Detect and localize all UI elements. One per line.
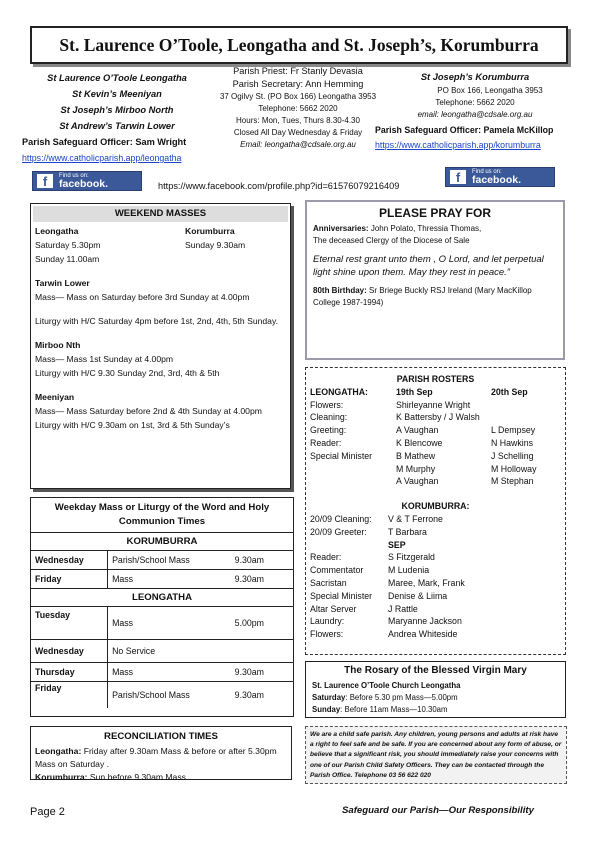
roster-row: A Vaughan M Stephan bbox=[396, 476, 534, 487]
church-name: St Laurence O’Toole Leongatha bbox=[47, 73, 187, 83]
korumburra-link[interactable]: https://www.catholicparish.app/korumburra bbox=[375, 140, 541, 150]
leongatha-label: LEONGATHA: bbox=[310, 386, 368, 397]
table-row: Friday Mass 9.30am bbox=[31, 570, 293, 589]
facebook-icon: f bbox=[450, 170, 466, 184]
roster-row: M Murphy M Holloway bbox=[396, 463, 537, 474]
table-row: Friday Parish/School Mass 9.30am bbox=[31, 682, 293, 708]
roster-row: Reader: K Blencowe N Hawkins bbox=[310, 437, 534, 448]
saturday-rosary: : Before 5.30 pm Mass—5.00pm bbox=[345, 693, 458, 702]
tarwin-mass: Mass— Mass on Saturday before 3rd Sunday at 4.00pm bbox=[35, 292, 250, 302]
parish-rosters bbox=[305, 367, 566, 655]
mirboo-mass: Mass— Mass 1st Sunday at 4.00pm bbox=[35, 354, 174, 364]
date-1: 19th Sep bbox=[396, 386, 433, 397]
roster-row: Altar Server J Rattle bbox=[310, 603, 418, 614]
roster-row: 20/09 Cleaning: V & T Ferrone bbox=[310, 513, 443, 524]
email: email: leongatha@cdsale.org.au bbox=[417, 110, 533, 119]
roster-row: Cleaning: K Battersby / J Walsh bbox=[310, 412, 480, 423]
mirboo-label: Mirboo Nth bbox=[35, 340, 81, 350]
roster-row: Special Minister B Mathew J Schelling bbox=[310, 450, 534, 461]
weekday-mass-table bbox=[30, 497, 294, 717]
roster-row: Sacristan Maree, Mark, Frank bbox=[310, 577, 465, 588]
meeniyan-liturgy: Liturgy with H/C 9.30am on 1st, 3rd & 5th Sunday’s bbox=[35, 420, 230, 430]
page-number: Page 2 bbox=[30, 806, 65, 818]
facebook-name: facebook. bbox=[472, 173, 522, 186]
parish-priest: Parish Priest: Fr Stanly Devasia bbox=[233, 66, 363, 76]
parish-secretary: Parish Secretary: Ann Hemming bbox=[232, 79, 364, 89]
roster-row: Special Minister Denise & Liima bbox=[310, 590, 448, 601]
facebook-name: facebook. bbox=[59, 177, 109, 190]
leongatha-times: Friday after 9.30am Mass & before or after 5.30pm Mass on Saturday . bbox=[35, 746, 277, 769]
facebook-icon: f bbox=[37, 174, 53, 188]
meeniyan-mass: Mass— Mass Saturday before 2nd & 4th Sunday at 4.00pm bbox=[35, 406, 262, 416]
anniversaries: John Polato, Thressia Thomas, bbox=[368, 224, 482, 233]
korumburra-label: KORUMBURRA: bbox=[401, 501, 470, 512]
roster-row: Greeting: A Vaughan L Dempsey bbox=[310, 425, 536, 436]
weekend-heading: WEEKEND MASSES bbox=[33, 206, 288, 222]
reconciliation-heading: RECONCILIATION TIMES bbox=[104, 731, 218, 742]
closed-days: Closed All Day Wednesday & Friday bbox=[233, 128, 363, 137]
table-row: Wednesday No Service bbox=[31, 640, 293, 663]
prayer: Eternal rest grant unto them , O Lord, and let perpetual light shine upon them. May they rest in peace.” bbox=[313, 254, 544, 278]
sep-label: SEP bbox=[388, 539, 406, 550]
deceased-clergy: The deceased Clergy of the Diocese of Sale bbox=[313, 236, 470, 245]
saturday-time: Saturday 5.30pm bbox=[35, 240, 101, 250]
leongatha-heading: LEONGATHA bbox=[31, 589, 293, 607]
hours: Hours: Mon, Tues, Thurs 8.30-4.30 bbox=[236, 116, 360, 125]
pray-heading: PLEASE PRAY FOR bbox=[378, 206, 492, 220]
sunday-time: Sunday 11.00am bbox=[35, 254, 100, 264]
child-safe-notice: We are a child safe parish. Any children, young persons and adults at risk have a right to feel safe and be safe. If you are concerned about any form of abuse, or believe that a significant risk, you should immediately raise your concerns with one of our Parish Child Safety Officers. They can be contacted through the Parish Office. Telephone 03 56 622 020 bbox=[305, 726, 567, 784]
parish-office-info bbox=[210, 65, 386, 151]
date-2: 20th Sep bbox=[491, 386, 528, 397]
rosary-church: St. Laurence O’Toole Church Leongatha bbox=[312, 681, 461, 690]
table-row: Tuesday Mass 5.00pm bbox=[31, 607, 293, 640]
po-box: PO Box 166, Leongatha 3953 bbox=[437, 86, 543, 95]
phone: Telephone: 5662 2020 bbox=[258, 104, 338, 113]
meeniyan-label: Meeniyan bbox=[35, 392, 75, 402]
korumburra-label: Korumburra bbox=[185, 226, 235, 236]
please-pray-for bbox=[305, 200, 565, 360]
rosters-heading: PARISH ROSTERS bbox=[396, 374, 475, 384]
leongatha-label: Leongatha bbox=[35, 226, 79, 236]
roster-row: Commentator M Ludenia bbox=[310, 565, 430, 576]
church-name: St Kevin’s Meeniyan bbox=[72, 89, 162, 99]
email: Email: leongatha@cdsale.org.au bbox=[240, 140, 356, 149]
anniversaries-label: Anniversaries: bbox=[313, 224, 369, 233]
table-row: Thursday Mass 9.30am bbox=[31, 663, 293, 682]
korumburra-time: Sunday 9.30am bbox=[185, 240, 246, 250]
sunday-rosary: : Before 11am Mass—10.30am bbox=[340, 705, 448, 714]
sunday-label: Sunday bbox=[312, 705, 341, 714]
facebook-url[interactable]: https://www.facebook.com/profile.php?id=61576079216409 bbox=[158, 181, 400, 191]
tarwin-liturgy: Liturgy with H/C Saturday 4pm before 1st, 2nd, 4th, 5th Sunday. bbox=[35, 316, 278, 326]
roster-row: Reader: S Fitzgerald bbox=[310, 552, 435, 563]
church-name: St Joseph’s Mirboo North bbox=[60, 105, 174, 115]
reconciliation-times bbox=[30, 726, 292, 780]
leongatha-label: Leongatha: bbox=[35, 746, 82, 756]
roster-row: Flowers: Shirleyanne Wright bbox=[310, 399, 471, 410]
phone: Telephone: 5662 2020 bbox=[435, 98, 515, 107]
saturday-label: Saturday bbox=[312, 693, 346, 702]
facebook-find-text: Find us on: bbox=[472, 168, 502, 175]
birthday: Sr Briege Buckly RSJ Ireland (Mary MacKillop College 1987-1994) bbox=[313, 286, 532, 307]
korumburra-times: Sun before 9.30am Mass bbox=[87, 772, 186, 782]
facebook-find-text: Find us on: bbox=[59, 172, 89, 179]
roster-row: Flowers: Andrea Whiteside bbox=[310, 629, 458, 640]
church-name: St Andrew’s Tarwin Lower bbox=[59, 121, 175, 131]
leongatha-link[interactable]: https://www.catholicparish.app/leongatha bbox=[22, 153, 182, 163]
roster-row: Laundry: Maryanne Jackson bbox=[310, 616, 462, 627]
korumburra-parish-info bbox=[375, 70, 575, 151]
facebook-button[interactable] bbox=[445, 167, 555, 187]
rosary-heading: The Rosary of the Blessed Virgin Mary bbox=[344, 665, 527, 676]
leongatha-parish-info bbox=[22, 70, 212, 166]
church-name: St Joseph’s Korumburra bbox=[420, 72, 530, 82]
korumburra-label: Korumburra: bbox=[35, 772, 88, 782]
table-row: Wednesday Parish/School Mass 9.30am bbox=[31, 551, 293, 570]
title-text: St. Laurence O’Toole, Leongatha and St. Joseph’s, Korumburra bbox=[59, 34, 539, 55]
roster-row: 20/09 Greeter: T Barbara bbox=[310, 526, 427, 537]
safeguard-officer: Parish Safeguard Officer: Sam Wright bbox=[22, 137, 187, 147]
facebook-button[interactable] bbox=[32, 171, 142, 191]
birthday-label: 80th Birthday: bbox=[313, 286, 367, 295]
footer-slogan: Safeguard our Parish—Our Responsibility bbox=[342, 805, 534, 816]
page-title bbox=[30, 26, 568, 64]
tarwin-label: Tarwin Lower bbox=[35, 278, 90, 288]
rosary-box bbox=[305, 661, 566, 718]
address: 37 Ogilvy St. (PO Box 166) Leongatha 3953 bbox=[219, 92, 377, 101]
korumburra-heading: KORUMBURRA bbox=[31, 533, 293, 551]
weekday-heading: Weekday Mass or Liturgy of the Word and Holy Communion Times bbox=[31, 498, 293, 533]
mirboo-liturgy: Liturgy with H/C 9.30 Sunday 2nd, 3rd, 4th & 5th bbox=[35, 368, 220, 378]
safeguard-officer: Parish Safeguard Officer: Pamela McKillop bbox=[375, 125, 554, 135]
weekend-masses bbox=[30, 203, 291, 489]
